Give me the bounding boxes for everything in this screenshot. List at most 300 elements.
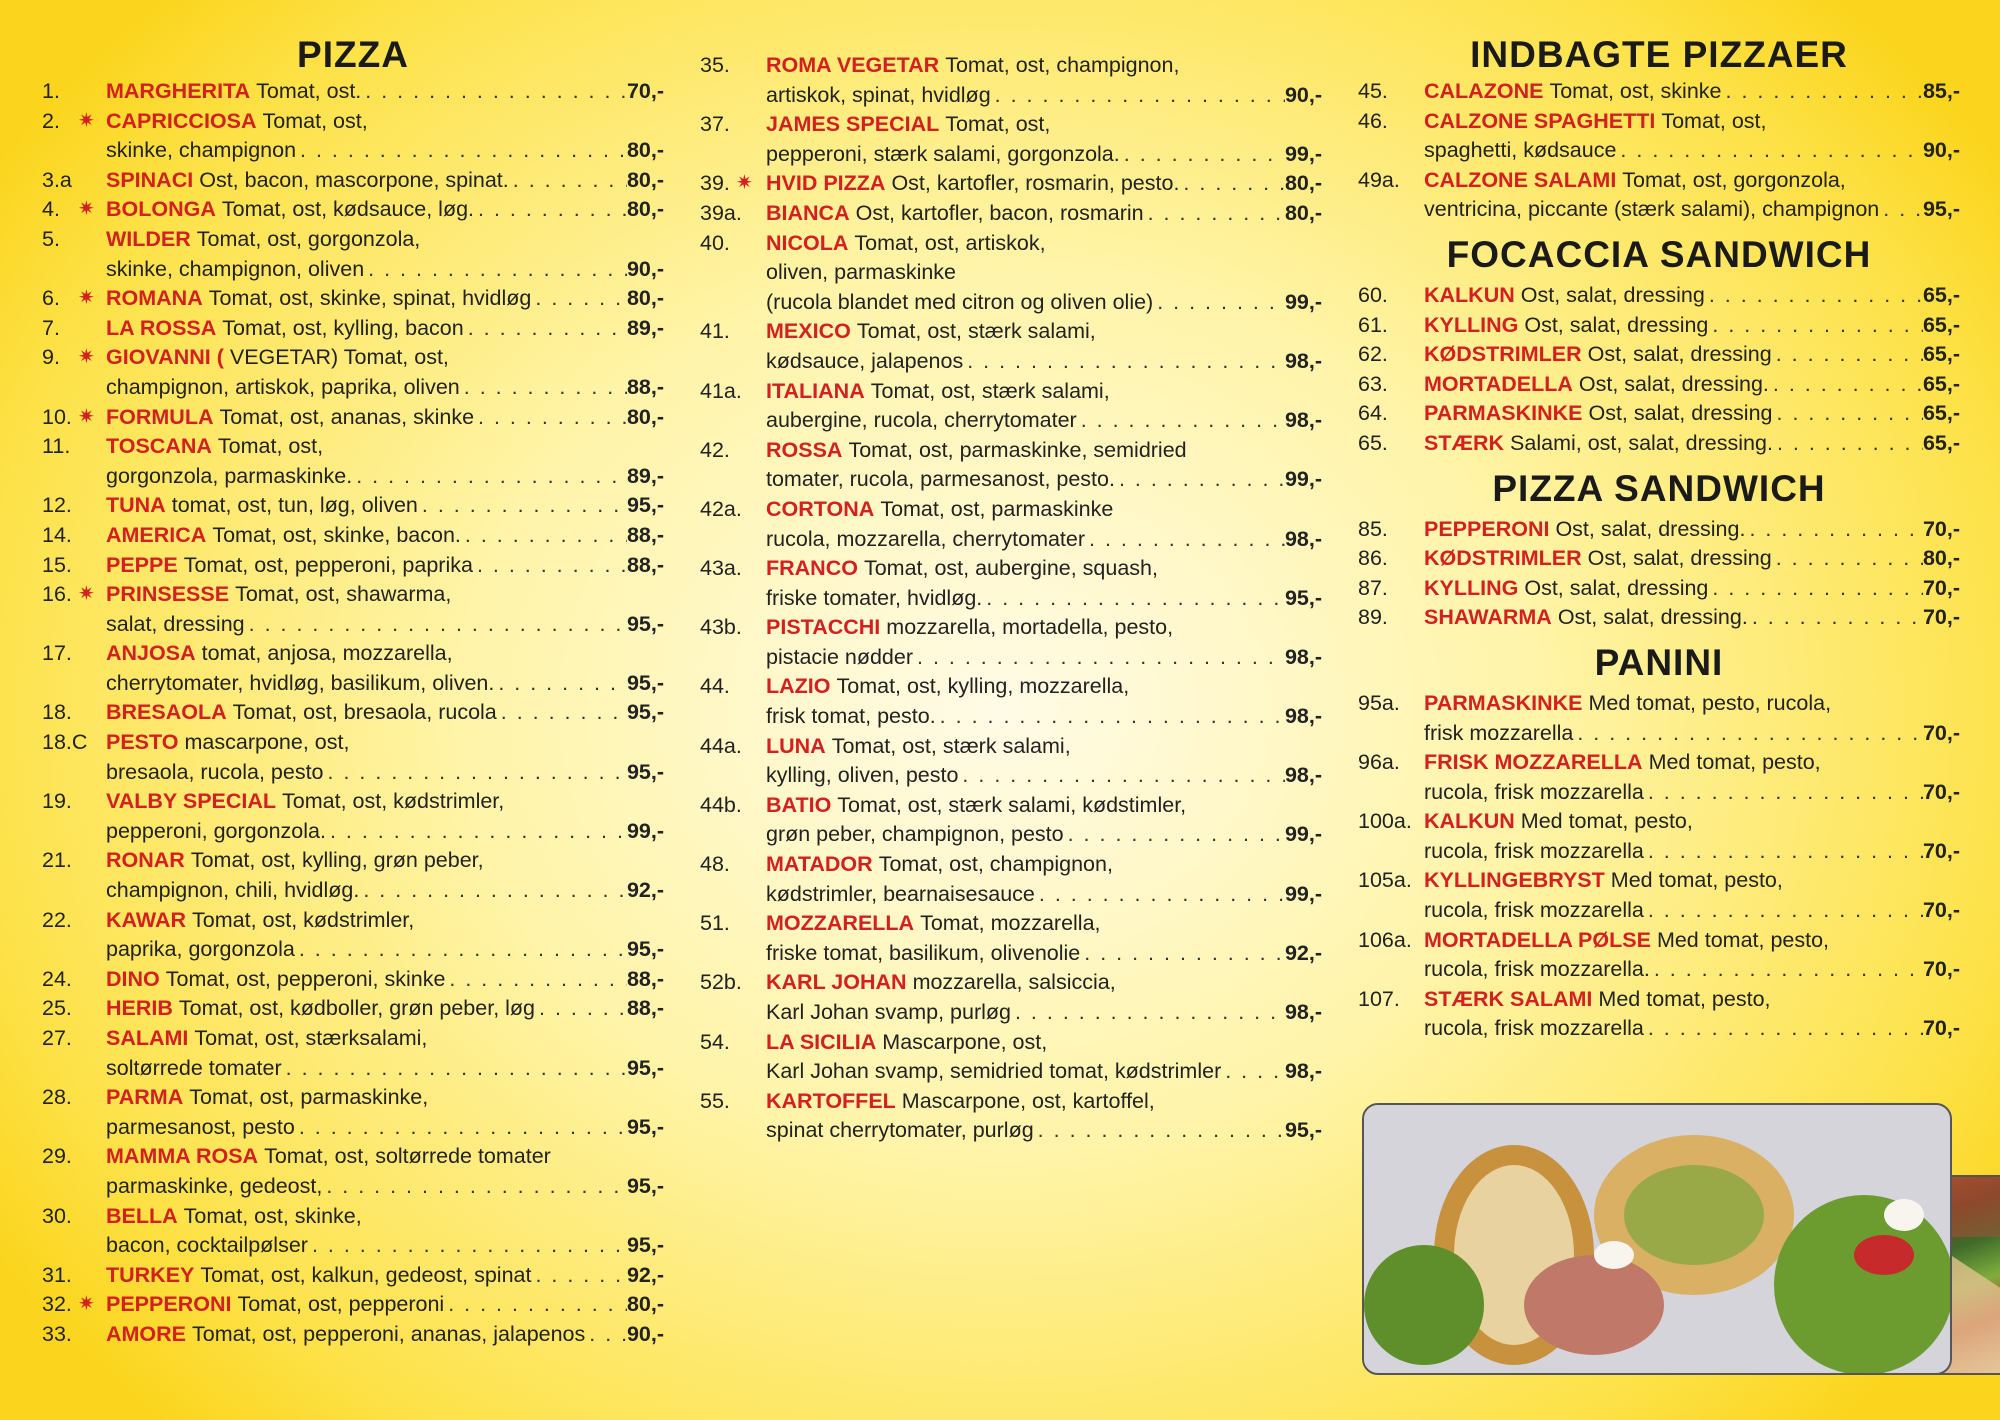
- dot-leader: [509, 166, 627, 196]
- menu-item-line: [1358, 837, 1960, 867]
- item-price: 65,-: [1922, 282, 1960, 307]
- item-description: tomat, anjosa, mozzarella,: [201, 641, 453, 666]
- item-number: [42, 462, 106, 492]
- item-name: PEPPERONI: [1424, 516, 1550, 541]
- menu-item-line: [700, 998, 1322, 1028]
- item-price: 65,-: [1922, 312, 1960, 337]
- dot-leader: [1085, 525, 1285, 555]
- item-number: [1358, 896, 1424, 926]
- item-number: [700, 140, 766, 170]
- item-price: 95,-: [626, 700, 664, 725]
- menu-item: [1358, 340, 1960, 370]
- menu-item: [1358, 807, 1960, 866]
- dot-leader: [1879, 195, 1923, 225]
- item-name: PARMASKINKE: [1424, 401, 1583, 426]
- item-number: 37.: [700, 112, 730, 137]
- menu-item-line: [42, 669, 664, 699]
- menu-item-line: [700, 199, 1322, 229]
- menu-item-line: [42, 1024, 664, 1054]
- item-number: 85.: [1358, 516, 1388, 541]
- item-description: spaghetti, kødsauce: [1424, 138, 1617, 163]
- item-number: [700, 465, 766, 495]
- item-name: STÆRK: [1424, 430, 1505, 455]
- dot-leader: [1080, 939, 1285, 969]
- item-description: Tomat, ost,: [1661, 108, 1767, 133]
- item-description: Tomat, ost, shawarma,: [235, 582, 452, 607]
- menu-item-line: [700, 1057, 1322, 1087]
- dot-leader: [1221, 1057, 1285, 1087]
- item-description: Mascarpone, ost, kartoffel,: [901, 1088, 1155, 1113]
- menu-item-line: [42, 462, 664, 492]
- menu-item: [700, 909, 1322, 968]
- menu-item-line: [42, 817, 664, 847]
- item-name: MORTADELLA: [1424, 371, 1573, 396]
- menu-item-line: [1358, 807, 1960, 837]
- menu-item: [1358, 603, 1960, 633]
- item-number: 106a.: [1358, 927, 1412, 952]
- menu-item-line: [700, 377, 1322, 407]
- dot-leader: [364, 255, 627, 285]
- dot-leader: [1705, 281, 1923, 311]
- star-icon: ✷: [78, 405, 95, 428]
- item-name: LUNA: [766, 733, 826, 758]
- menu-item: [42, 77, 664, 107]
- item-name: PESTO: [106, 730, 179, 755]
- star-icon: ✷: [78, 287, 95, 310]
- menu-item: [700, 1028, 1322, 1087]
- item-number: [1358, 955, 1424, 985]
- menu-item-line: [42, 728, 664, 758]
- item-number: 54.: [700, 1029, 730, 1054]
- menu-item: [1358, 107, 1960, 166]
- item-price: 95,-: [626, 611, 664, 636]
- menu-item-line: [700, 939, 1322, 969]
- dot-leader: [991, 81, 1285, 111]
- dot-leader: [913, 643, 1285, 673]
- menu-item-line: [42, 1083, 664, 1113]
- dot-leader: [1644, 896, 1923, 926]
- menu-item-line: [700, 110, 1322, 140]
- item-number: 17.: [42, 641, 72, 666]
- menu-item-line: [700, 672, 1322, 702]
- star-icon: ✷: [78, 1293, 95, 1316]
- item-number: 86.: [1358, 546, 1388, 571]
- item-number: 24.: [42, 966, 72, 991]
- dot-leader: [473, 551, 627, 581]
- item-name: FRISK MOZZARELLA: [1424, 750, 1643, 775]
- item-description: Med tomat, pesto, rucola,: [1588, 690, 1832, 715]
- item-number: 105a.: [1358, 868, 1412, 893]
- item-price: 95,-: [626, 1114, 664, 1139]
- item-description: Tomat, ost, artiskok,: [854, 230, 1046, 255]
- item-description: champignon, chili, hvidløg.: [106, 878, 360, 903]
- star-icon: ✷: [78, 198, 95, 221]
- item-description: kødsauce, jalapenos: [766, 348, 964, 373]
- item-number: 87.: [1358, 575, 1388, 600]
- menu-item-line: [1358, 515, 1960, 545]
- item-number: 21.: [42, 848, 72, 873]
- item-description: Tomat, ost,: [945, 112, 1051, 137]
- item-description: Ost, salat, dressing.: [1578, 371, 1769, 396]
- dot-leader: [1772, 544, 1923, 574]
- dot-leader: [418, 491, 627, 521]
- item-name: ROSSA: [766, 437, 843, 462]
- dot-leader: [1644, 778, 1923, 808]
- item-name: KARL JOHAN: [766, 970, 907, 995]
- item-description: bacon, cocktailpølser: [106, 1233, 308, 1258]
- item-number: 15.: [42, 552, 72, 577]
- item-price: 70,-: [1922, 605, 1960, 630]
- menu-item: [42, 432, 664, 491]
- item-description: Ost, kartofler, rosmarin, pesto.: [891, 171, 1180, 196]
- item-description: Med tomat, pesto,: [1598, 986, 1771, 1011]
- item-number: 5.: [42, 226, 60, 251]
- dot-leader: [1644, 837, 1923, 867]
- item-price: 89,-: [626, 315, 664, 340]
- item-name: NICOLA: [766, 230, 849, 255]
- item-price: 70,-: [1922, 516, 1960, 541]
- item-price: 90,-: [626, 256, 664, 281]
- menu-item-line: [42, 1261, 664, 1291]
- item-description: oliven, parmaskinke: [766, 260, 957, 285]
- dot-leader: [535, 994, 627, 1024]
- item-number: [42, 1231, 106, 1261]
- item-description: rucola, frisk mozzarella: [1424, 898, 1644, 923]
- item-name: DINO: [106, 966, 160, 991]
- menu-item-line: [42, 521, 664, 551]
- menu-item: [42, 491, 664, 521]
- item-name: AMERICA: [106, 522, 207, 547]
- dot-leader: [282, 1054, 627, 1084]
- item-description: Tomat, ost,: [217, 434, 324, 459]
- item-description: VEGETAR) Tomat, ost,: [229, 345, 449, 370]
- item-description: Mascarpone, ost,: [882, 1029, 1048, 1054]
- item-description: mozzarella, mortadella, pesto,: [886, 615, 1174, 640]
- item-price: 65,-: [1922, 401, 1960, 426]
- menu-item: [700, 732, 1322, 791]
- menu-item-line: [700, 81, 1322, 111]
- menu-item: [42, 225, 664, 284]
- menu-item-line: [700, 820, 1322, 850]
- item-number: [700, 643, 766, 673]
- item-number: [42, 373, 106, 403]
- item-number: [42, 1172, 106, 1202]
- item-name: SALAMI: [106, 1026, 189, 1050]
- item-name: BIANCA: [766, 200, 850, 225]
- item-number: [42, 935, 106, 965]
- item-number: [700, 820, 766, 850]
- dot-leader: [1644, 1014, 1923, 1044]
- item-name: KØDSTRIMLER: [1424, 342, 1582, 367]
- item-description: skinke, champignon, oliven: [106, 256, 365, 281]
- menu-item: [700, 51, 1322, 110]
- menu-item-line: [1358, 896, 1960, 926]
- item-number: 11.: [42, 434, 71, 459]
- menu-item-line: [1358, 544, 1960, 574]
- item-price: 70,-: [1922, 838, 1960, 863]
- star-icon: ✷: [736, 172, 753, 195]
- menu-item: [42, 314, 664, 344]
- menu-item-line: [700, 317, 1322, 347]
- item-name: KARTOFFEL: [766, 1088, 896, 1113]
- item-name: MEXICO: [766, 319, 851, 344]
- menu-item: [42, 1202, 664, 1261]
- menu-item-line: [700, 909, 1322, 939]
- menu-item-line: [1358, 281, 1960, 311]
- item-number: 46.: [1358, 108, 1388, 133]
- item-description: Tomat, ost, pepperoni: [237, 1292, 445, 1317]
- item-description: tomat, ost, tun, løg, oliven: [171, 493, 418, 518]
- item-description: pistacie nødder: [766, 644, 913, 669]
- item-price: 99,-: [1284, 822, 1322, 847]
- menu-item: [42, 1083, 664, 1142]
- item-number: 44b.: [700, 792, 742, 817]
- menu-item: [42, 166, 664, 196]
- item-name: CORTONA: [766, 496, 875, 521]
- item-name: PARMA: [106, 1085, 184, 1110]
- menu-item-line: [42, 225, 664, 255]
- dot-leader: [1708, 311, 1923, 341]
- item-number: [1358, 778, 1424, 808]
- item-number: [700, 761, 766, 791]
- item-number: [42, 255, 106, 285]
- item-price: 80,-: [1284, 171, 1322, 196]
- item-number: 39. ✷: [700, 169, 766, 199]
- star-icon: ✷: [78, 583, 95, 606]
- menu-item: [1358, 77, 1960, 107]
- menu-item: [700, 554, 1322, 613]
- menu-item-line: [42, 846, 664, 876]
- item-description: Tomat, ost, stærk salami, kødstimler,: [837, 792, 1187, 817]
- menu-item-line: [700, 1028, 1322, 1058]
- menu-item-line: [42, 1054, 664, 1084]
- item-number: 3.a: [42, 167, 72, 192]
- menu-item-line: [42, 166, 664, 196]
- menu-item-line: [700, 51, 1322, 81]
- item-price: 70,-: [1922, 1016, 1960, 1041]
- item-name: PISTACCHI: [766, 615, 881, 640]
- menu-item: [42, 1290, 664, 1320]
- menu-item-line: [42, 639, 664, 669]
- menu-item-line: [700, 613, 1322, 643]
- item-number: [700, 998, 766, 1028]
- item-price: 70,-: [1922, 957, 1960, 982]
- item-description: Tomat, ost, kylling, bacon: [222, 315, 464, 340]
- menu-item-line: [1358, 429, 1960, 459]
- item-description: kødstrimler, bearnaisesauce: [766, 881, 1035, 906]
- item-number: [700, 347, 766, 377]
- item-name: KALKUN: [1424, 282, 1515, 307]
- star-icon: ✷: [78, 346, 95, 369]
- menu-item-line: [700, 169, 1322, 199]
- item-price: 92,-: [626, 878, 664, 903]
- panini-heading: PANINI: [1594, 641, 1724, 683]
- item-description: salat, dressing: [106, 611, 245, 636]
- item-description: Karl Johan svamp, purløg: [766, 1000, 1011, 1024]
- menu-item: [700, 672, 1322, 731]
- item-number: [42, 610, 106, 640]
- dot-leader: [445, 965, 627, 995]
- item-price: 95,-: [626, 759, 664, 784]
- menu-item-line: [1358, 574, 1960, 604]
- item-description: Tomat, ost, kødstrimler,: [282, 789, 505, 814]
- menu-item-line: [42, 1113, 664, 1143]
- indbagte-list: [1358, 77, 1960, 225]
- item-price: 90,-: [1922, 138, 1960, 163]
- sandwich-column: [1358, 0, 1960, 1044]
- item-price: 99,-: [1284, 289, 1322, 314]
- menu-item-line: [42, 1172, 664, 1202]
- item-description: bresaola, rucola, pesto: [106, 759, 324, 784]
- item-name: PRINSESSE: [106, 582, 230, 607]
- menu-item-line: [700, 732, 1322, 762]
- menu-item: [1358, 926, 1960, 985]
- item-price: 65,-: [1922, 342, 1960, 367]
- item-description: pepperoni, gorgonzola.: [106, 818, 326, 843]
- item-number: [700, 880, 766, 910]
- item-description: Ost, salat, dressing.: [1555, 516, 1746, 541]
- item-price: 90,-: [1284, 82, 1322, 107]
- item-number: 40.: [700, 230, 730, 255]
- item-description: Tomat, ost, kylling, mozzarella,: [836, 674, 1130, 699]
- menu-item-line: [42, 551, 664, 581]
- menu-item: [1358, 866, 1960, 925]
- dot-leader: [1769, 370, 1923, 400]
- item-price: 88,-: [626, 552, 664, 577]
- menu-item: [700, 791, 1322, 850]
- item-number: 2. ✷: [42, 107, 106, 137]
- dot-leader: [1573, 719, 1923, 749]
- item-number: 63.: [1358, 371, 1388, 396]
- dot-leader: [1748, 603, 1923, 633]
- item-description: Tomat, ost, kalkun, gedeost, spinat: [200, 1262, 532, 1287]
- item-name: AMORE: [106, 1321, 187, 1346]
- item-number: 18.C: [42, 730, 88, 755]
- item-name: CALZONE SPAGHETTI: [1424, 108, 1656, 133]
- menu-item: [1358, 574, 1960, 604]
- menu-item-line: [700, 761, 1322, 791]
- menu-item-line: [700, 436, 1322, 466]
- menu-item: [1358, 166, 1960, 225]
- item-description: Tomat, ost, pepperoni, skinke: [165, 966, 446, 991]
- menu-item-line: [42, 491, 664, 521]
- item-description: Salami, ost, salat, dressing.: [1510, 430, 1773, 455]
- item-number: 52b.: [700, 970, 742, 995]
- menu-item-line: [700, 1087, 1322, 1117]
- item-number: 6. ✷: [42, 284, 106, 314]
- item-description: kylling, oliven, pesto: [766, 763, 959, 788]
- item-name: WILDER: [106, 226, 191, 251]
- menu-item-line: [42, 906, 664, 936]
- item-price: 95,-: [626, 1173, 664, 1198]
- menu-item-line: [700, 791, 1322, 821]
- item-number: 7.: [42, 315, 60, 340]
- item-price: 99,-: [1284, 141, 1322, 166]
- menu-item: [42, 846, 664, 905]
- item-number: [700, 525, 766, 555]
- item-number: 51.: [700, 911, 730, 936]
- item-name: BATIO: [766, 792, 832, 817]
- item-description: Tomat, ost, stærk salami,: [831, 733, 1071, 758]
- item-name: ROMANA: [106, 286, 203, 311]
- item-number: 41.: [700, 319, 730, 344]
- item-price: 95,-: [1284, 585, 1322, 610]
- item-number: 39a.: [700, 200, 742, 225]
- item-description: Tomat, ost, pepperoni, ananas, jalapenos: [192, 1321, 586, 1346]
- menu-item: [42, 195, 664, 225]
- item-description: Tomat, ost, pepperoni, paprika: [183, 552, 473, 577]
- menu-item-line: [42, 77, 664, 107]
- item-name: RONAR: [106, 848, 185, 873]
- item-description: ventricina, piccante (stærk salami), champignon: [1424, 197, 1880, 222]
- item-price: 80,-: [626, 138, 664, 163]
- menu-item-line: [700, 465, 1322, 495]
- item-number: 44a.: [700, 733, 742, 758]
- pizza-list: [42, 77, 664, 1350]
- item-number: 45.: [1358, 79, 1388, 103]
- menu-item-line: [42, 1231, 664, 1261]
- item-name: HERIB: [106, 996, 173, 1021]
- menu-item-line: [700, 702, 1322, 732]
- item-price: 88,-: [626, 966, 664, 991]
- dot-leader: [585, 1320, 627, 1350]
- item-number: [700, 258, 766, 288]
- dot-leader: [1745, 515, 1922, 545]
- menu-item-line: [700, 880, 1322, 910]
- dot-leader: [1011, 998, 1285, 1028]
- item-name: ROMA VEGETAR: [766, 53, 940, 77]
- item-description: Ost, salat, dressing: [1588, 401, 1773, 426]
- item-name: PARMASKINKE: [1424, 690, 1583, 715]
- menu-item-line: [1358, 1014, 1960, 1044]
- menu-item: [42, 284, 664, 314]
- item-price: 98,-: [1284, 1000, 1322, 1024]
- menu-item: [1358, 544, 1960, 574]
- item-name: MARGHERITA: [106, 79, 251, 103]
- menu-item: [42, 906, 664, 965]
- item-name: KYLLING: [1424, 312, 1519, 337]
- dot-leader: [1153, 288, 1285, 318]
- star-icon: ✷: [78, 109, 95, 132]
- item-description: tomater, rucola, parmesanost, pesto.: [766, 467, 1115, 492]
- item-price: 99,-: [1284, 881, 1322, 906]
- menu-item-line: [1358, 689, 1960, 719]
- dot-leader: [1035, 880, 1285, 910]
- item-number: [1358, 195, 1424, 225]
- dot-leader: [308, 1231, 627, 1261]
- menu-item: [42, 521, 664, 551]
- item-price: 88,-: [626, 374, 664, 399]
- item-number: 44.: [700, 674, 730, 699]
- item-description: rucola, frisk mozzarella: [1424, 838, 1644, 863]
- menu-item-line: [42, 1320, 664, 1350]
- item-description: Ost, salat, dressing: [1524, 312, 1709, 337]
- dot-leader: [295, 1113, 627, 1143]
- menu-item-line: [1358, 955, 1960, 985]
- menu-item-line: [700, 347, 1322, 377]
- item-price: 70,-: [1922, 898, 1960, 923]
- indbagte-heading: INDBAGTE PIZZAER: [1470, 34, 1848, 75]
- item-price: 80,-: [1922, 546, 1960, 571]
- item-description: Tomat, ost, stærk salami,: [870, 378, 1110, 403]
- menu-item: [1358, 429, 1960, 459]
- menu-item-line: [700, 406, 1322, 436]
- menu-item-line: [42, 373, 664, 403]
- item-name: SHAWARMA: [1424, 605, 1552, 630]
- dot-leader: [245, 610, 627, 640]
- dot-leader: [1064, 820, 1285, 850]
- item-number: 9. ✷: [42, 343, 106, 373]
